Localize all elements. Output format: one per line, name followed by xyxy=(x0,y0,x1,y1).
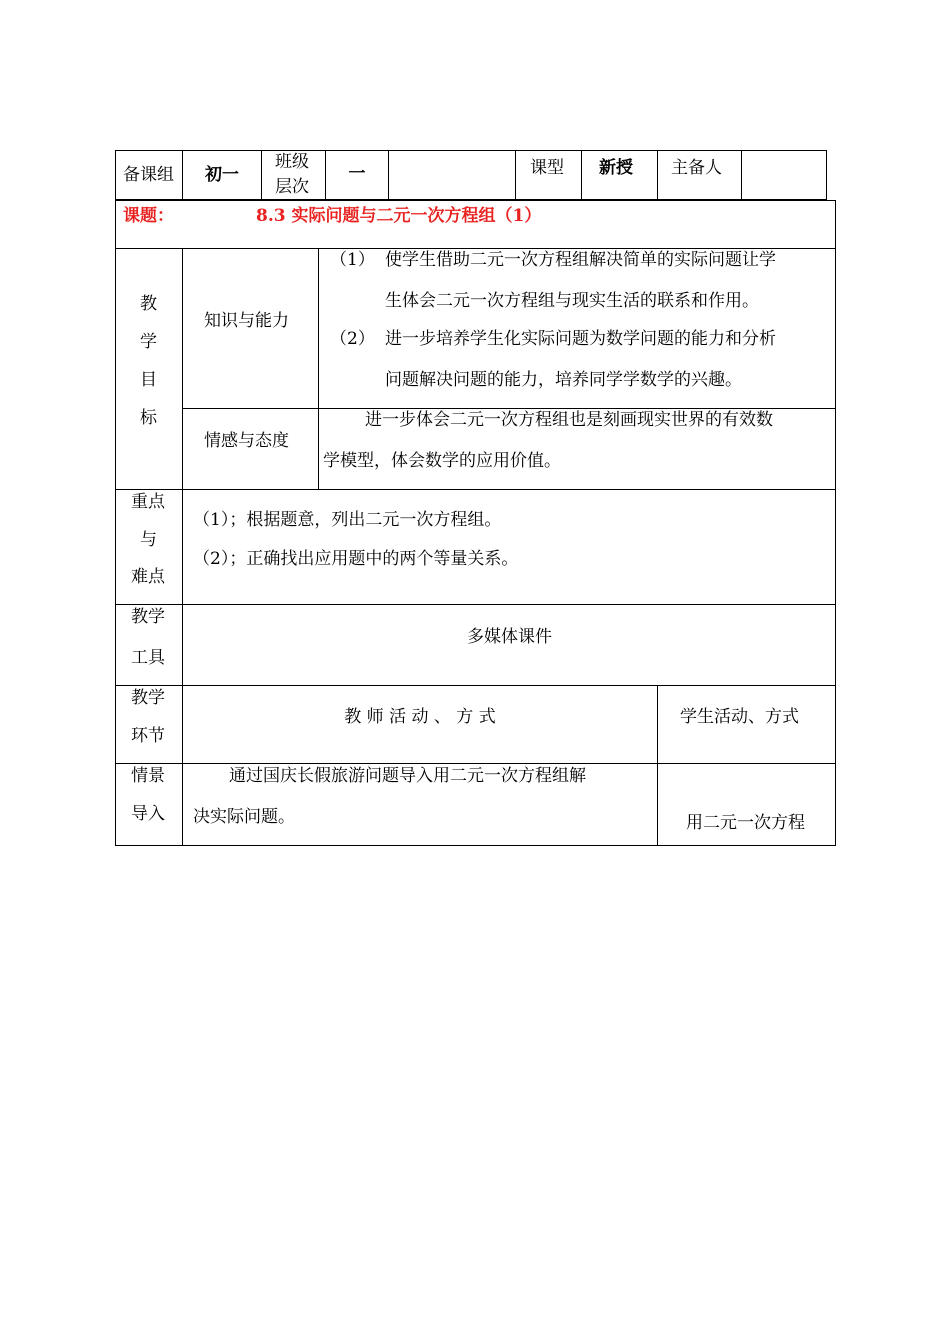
level-value: 一 xyxy=(348,164,366,184)
lesson-type-label: 课型 xyxy=(530,158,564,178)
objectives-side-char-3: 目 xyxy=(140,370,157,390)
intro-side-line2: 导入 xyxy=(131,804,165,824)
intro-teacher-line1: 通过国庆长假旅游问题导入用二元一次方程组解 xyxy=(229,766,586,786)
level-label-line2: 层次 xyxy=(275,177,309,197)
lesson-type-value: 新授 xyxy=(599,158,633,178)
sections-side-line1: 教学 xyxy=(131,688,165,708)
tools-side-line1: 教学 xyxy=(131,607,165,627)
objectives-side-char-1: 教 xyxy=(140,294,157,314)
group-value: 初一 xyxy=(205,165,239,185)
sections-side-line2: 环节 xyxy=(131,726,165,746)
preparer-label: 主备人 xyxy=(671,158,722,178)
tools-side-line2: 工具 xyxy=(131,648,165,668)
attitude-line1: 进一步体会二元一次方程组也是刻画现实世界的有效数 xyxy=(365,410,773,430)
intro-student-text: 用二元一次方程 xyxy=(686,813,805,833)
attitude-label: 情感与态度 xyxy=(204,431,289,451)
keypoints-side-line3: 难点 xyxy=(131,567,165,587)
tools-value: 多媒体课件 xyxy=(467,627,552,647)
topic-label: 课题： xyxy=(123,206,174,226)
knowledge-item-1-line2: 生体会二元一次方程组与现实生活的联系和作用。 xyxy=(385,291,759,311)
knowledge-item-1-line1: 使学生借助二元一次方程组解决简单的实际问题让学 xyxy=(385,250,776,270)
knowledge-label: 知识与能力 xyxy=(204,311,289,331)
group-label: 备课组 xyxy=(123,165,174,185)
keypoint-item-2: （2）；正确找出应用题中的两个等量关系。 xyxy=(193,549,519,569)
level-label-line1: 班级 xyxy=(275,152,309,172)
knowledge-item-2-num: （2） xyxy=(330,329,375,349)
objectives-side-char-2: 学 xyxy=(140,332,157,352)
student-activity-header: 学生活动、方式 xyxy=(680,707,799,727)
intro-side-line1: 情景 xyxy=(131,766,165,786)
objectives-side-char-4: 标 xyxy=(140,408,157,428)
keypoint-item-1: （1）；根据题意，列出二元一次方程组。 xyxy=(193,510,502,530)
keypoints-side-line2: 与 xyxy=(140,530,157,550)
knowledge-item-1-num: （1） xyxy=(330,250,375,270)
knowledge-item-2-line2: 问题解决问题的能力，培养同学学数学的兴趣。 xyxy=(385,370,742,390)
keypoints-side-line1: 重点 xyxy=(131,492,165,512)
teacher-activity-header: 教 师 活 动 、 方 式 xyxy=(344,707,496,727)
attitude-line2: 学模型，体会数学的应用价值。 xyxy=(323,451,561,471)
topic-title: 8.3 实际问题与二元一次方程组（1） xyxy=(256,206,542,226)
knowledge-item-2-line1: 进一步培养学生化实际问题为数学问题的能力和分析 xyxy=(385,329,776,349)
intro-teacher-line2: 决实际问题。 xyxy=(193,807,295,827)
